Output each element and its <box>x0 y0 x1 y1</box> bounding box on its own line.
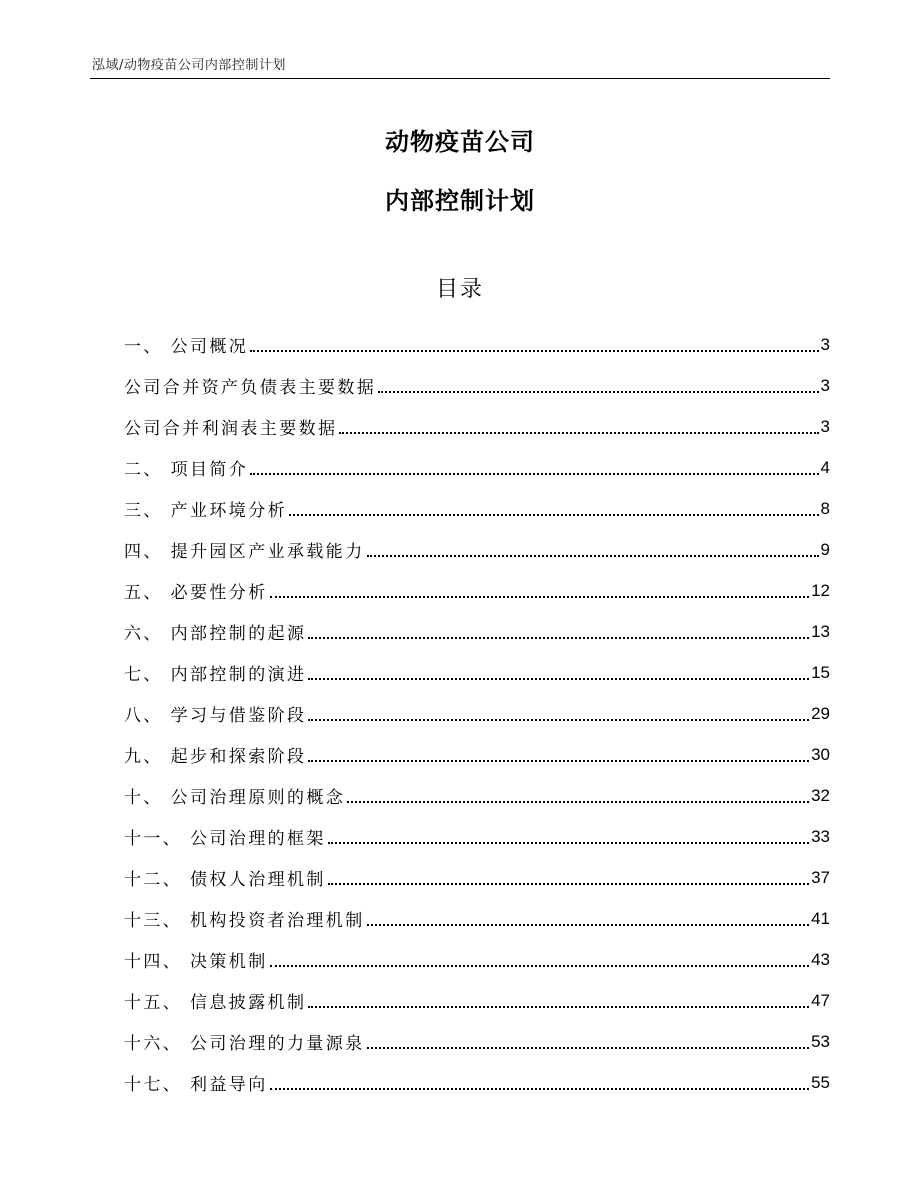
toc-entry[interactable] <box>124 693 830 734</box>
toc-entry[interactable] <box>124 611 830 652</box>
toc-entry[interactable] <box>124 652 830 693</box>
toc-dot-leader <box>328 882 809 885</box>
toc-entry-page-number: 13 <box>811 621 830 641</box>
toc-dot-leader <box>289 513 819 516</box>
toc-entry-page-number: 12 <box>811 580 830 600</box>
toc-heading: 目录 <box>435 277 484 302</box>
toc-entry[interactable] <box>124 324 830 365</box>
toc-entry-label: 十一、 公司治理的框架 <box>124 829 326 849</box>
toc-entry-label: 十二、 债权人治理机制 <box>124 870 326 890</box>
toc-dot-leader <box>270 964 809 967</box>
toc-entry-page-number: 9 <box>820 539 830 559</box>
toc-entry-label: 五、 必要性分析 <box>124 583 268 603</box>
toc-entry-page-number: 55 <box>811 1072 830 1092</box>
running-header-title: 泓域/动物疫苗公司内部控制计划 <box>92 58 286 73</box>
toc-entry-page-number: 32 <box>811 785 830 805</box>
toc-dot-leader <box>270 1087 809 1090</box>
toc-dot-leader <box>308 1005 809 1008</box>
toc-entry-label: 十、 公司治理原则的概念 <box>124 788 346 808</box>
toc-entry-label: 六、 内部控制的起源 <box>124 624 307 644</box>
toc-entry-label: 公司合并资产负债表主要数据 <box>124 378 377 398</box>
toc-dot-leader <box>308 718 809 721</box>
toc-entry-page-number: 15 <box>811 662 830 682</box>
toc-dot-leader <box>250 472 818 475</box>
toc-dot-leader <box>367 1046 809 1049</box>
toc-entry[interactable] <box>124 734 830 775</box>
toc-entry-page-number: 37 <box>811 867 830 887</box>
document-title-line-1: 动物疫苗公司 <box>385 128 535 156</box>
toc-entry-label: 七、 内部控制的演进 <box>124 665 307 685</box>
document-title-line-2: 内部控制计划 <box>385 187 535 215</box>
toc-entry[interactable] <box>124 365 830 406</box>
toc-entry-label: 十五、 信息披露机制 <box>124 993 307 1013</box>
toc-dot-leader <box>339 431 818 434</box>
toc-entry-page-number: 4 <box>820 457 830 477</box>
toc-entry-page-number: 3 <box>820 416 830 436</box>
toc-entry[interactable] <box>124 939 830 980</box>
toc-entry[interactable] <box>124 447 830 488</box>
toc-dot-leader <box>270 595 809 598</box>
toc-entry-page-number: 30 <box>811 744 830 764</box>
toc-entry[interactable] <box>124 775 830 816</box>
toc-entry-label: 二、 项目简介 <box>124 460 249 480</box>
toc-entry-page-number: 41 <box>811 908 830 928</box>
toc-entry[interactable] <box>124 406 830 447</box>
toc-entry-label: 八、 学习与借鉴阶段 <box>124 706 307 726</box>
toc-dot-leader <box>367 923 809 926</box>
toc-dot-leader <box>378 390 818 393</box>
toc-entry-label: 四、 提升园区产业承载能力 <box>124 542 365 562</box>
toc-entry[interactable] <box>124 857 830 898</box>
toc-entry-label: 十七、 利益导向 <box>124 1075 268 1095</box>
toc-entry-page-number: 33 <box>811 826 830 846</box>
toc-entry[interactable] <box>124 570 830 611</box>
toc-entry[interactable] <box>124 488 830 529</box>
toc-entry[interactable] <box>124 529 830 570</box>
toc-entry-label: 十四、 决策机制 <box>124 952 268 972</box>
toc-entry-page-number: 43 <box>811 949 830 969</box>
toc-entry-page-number: 3 <box>820 375 830 395</box>
toc-entry-label: 公司合并利润表主要数据 <box>124 419 338 439</box>
toc-entry[interactable] <box>124 980 830 1021</box>
toc-dot-leader <box>308 759 809 762</box>
toc-entry[interactable] <box>124 1062 830 1103</box>
toc-dot-leader <box>367 554 819 557</box>
toc-dot-leader <box>347 800 809 803</box>
toc-entry[interactable] <box>124 816 830 857</box>
toc-entry-page-number: 47 <box>811 990 830 1010</box>
toc-entry-page-number: 29 <box>811 703 830 723</box>
toc-entry-label: 十三、 机构投资者治理机制 <box>124 911 365 931</box>
toc-dot-leader <box>328 841 809 844</box>
toc-entry-label: 三、 产业环境分析 <box>124 501 288 521</box>
toc-dot-leader <box>250 349 818 352</box>
toc-entry-page-number: 53 <box>811 1031 830 1051</box>
toc-dot-leader <box>308 636 809 639</box>
header-divider <box>90 78 830 79</box>
toc-entry-page-number: 8 <box>820 498 830 518</box>
toc-entry[interactable] <box>124 1021 830 1062</box>
toc-entry-label: 十六、 公司治理的力量源泉 <box>124 1034 365 1054</box>
toc-entry-label: 一、 公司概况 <box>124 337 249 357</box>
toc-entry-label: 九、 起步和探索阶段 <box>124 747 307 767</box>
table-of-contents <box>124 324 830 1103</box>
toc-entry[interactable] <box>124 898 830 939</box>
toc-entry-page-number: 3 <box>820 334 830 354</box>
toc-dot-leader <box>308 677 809 680</box>
